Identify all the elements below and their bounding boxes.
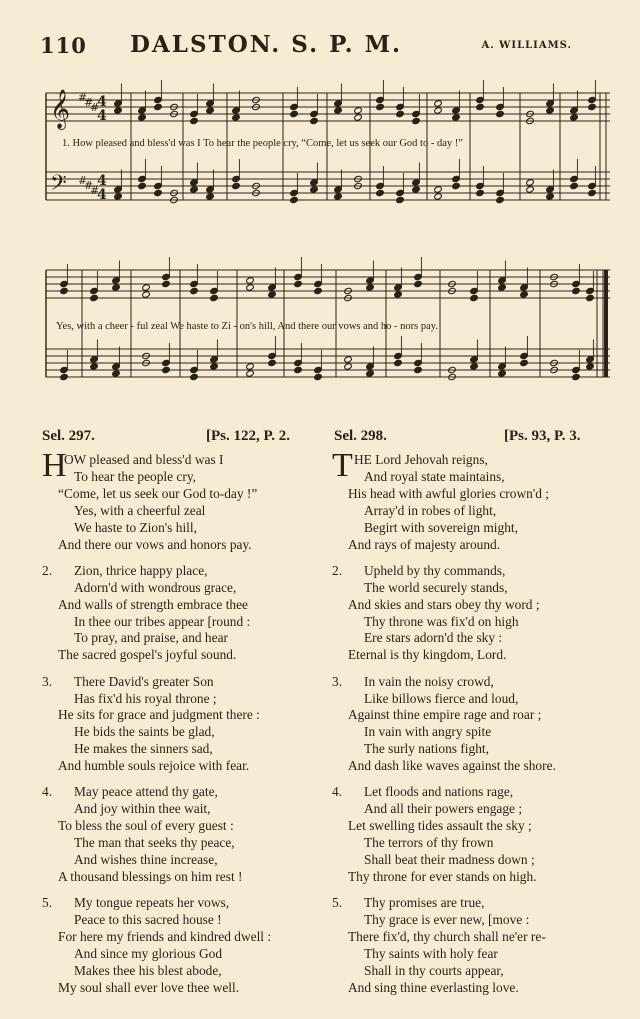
note-head [246,370,255,377]
stanza-line: May peace attend thy gate, [74,784,218,800]
note-head [210,363,219,370]
note-head [210,294,219,301]
note-head [206,107,215,114]
note-head [310,186,319,193]
stanza-line: The world securely stands, [364,579,508,595]
note-head [60,373,69,380]
system2-lyrics: Yes, with a cheer - ful zeal We haste to Zi - on's hill, And there our vows and ho - nors pay. [56,321,438,332]
music-score [0,0,640,420]
note-head [268,291,277,298]
note-head [414,366,423,373]
note-head [570,182,579,189]
note-head [354,114,363,121]
treble-clef: 𝄞 [50,89,71,129]
page-number: 110 [40,33,87,58]
note-head [60,287,69,294]
stanza-line: Upheld by thy commands, [364,562,506,578]
stanza-line: And wishes thine increase, [74,852,218,867]
sharp-sign: # [84,179,94,192]
system1-lyrics: 1. How pleased and bless'd was I To hear the people cry, “Come, let us seek our God to - day !” [62,138,463,149]
stanza-line: Let swelling tides assault the sky ; [348,818,532,834]
stanza-line: And sing thine everlasting love. [348,979,519,995]
note-head [90,294,99,301]
note-head [452,114,461,121]
stanza-line: Let floods and nations rage, [364,784,514,800]
composer-name: A. WILLIAMS. [481,40,572,51]
note-head [526,179,535,186]
time-signature: 4 [97,108,107,124]
note-head [112,370,121,377]
note-head [114,107,123,114]
note-head [334,107,343,114]
note-head [520,291,529,298]
note-head [114,193,123,200]
stanza-line: And rays of majesty around. [348,536,501,552]
stanza-line: For here my friends and kindred dwell : [58,929,272,944]
stanza-line: Zion, thrice happy place, [74,562,208,578]
note-head [470,363,479,370]
note-head [190,373,199,380]
right-selection-number: Sel. 298. [334,428,387,444]
stanza-line: “Come, let us seek our God to-day !” [58,485,258,501]
note-head [138,182,147,189]
stanza-line: A thousand blessings on him rest ! [58,868,243,884]
note-head [314,373,323,380]
bass-clef: 𝄢 [50,171,67,201]
note-head [470,294,479,301]
note-head [190,287,199,294]
note-head [246,363,255,370]
stanza-number: 2. [332,562,343,578]
stanza-line: And since my glorious God [74,945,223,961]
stanza-line: The surly nations fight, [364,741,489,757]
stanza-line: And humble souls rejoice with fear. [58,758,250,774]
note-head [394,291,403,298]
note-head [154,103,163,110]
note-head [476,189,485,196]
note-head [190,117,199,124]
stanza-line: He sits for grace and judgment there : [58,707,260,723]
stanza-line: Shall in thy courts appear, [364,962,504,978]
note-head [290,110,299,117]
stanza-number: 2. [42,562,53,578]
stanza-line: To bless the soul of every guest : [58,818,234,834]
stanza-line: Peace to this sacred house ! [74,912,222,928]
stanza-line: My tongue repeats her vows, [74,895,230,911]
stanza-line: Shall beat their madness down ; [364,852,535,867]
stanza-line: Has fix'd his royal throne ; [74,690,217,706]
stanza-line: Eternal is thy kingdom, Lord. [348,647,507,663]
note-head [498,370,507,377]
drop-cap: T [332,447,353,484]
note-head [434,186,443,193]
stanza-line: And walls of strength embrace thee [58,596,249,612]
note-head [142,291,151,298]
note-head [366,284,375,291]
time-signature: 4 [97,94,107,110]
note-head [206,193,215,200]
note-head [586,294,595,301]
final-barline [604,270,608,377]
tune-title: DALSTON. S. P. M. [130,31,403,58]
stanza-line: Against thine empire rage and roar ; [348,707,542,723]
note-head [396,196,405,203]
note-head [452,182,461,189]
stanza-line: There fix'd, thy church shall ne'er re- [348,929,546,944]
note-head [586,363,595,370]
stanza-number: 3. [42,673,53,689]
note-head [344,356,353,363]
stanza-line: Thy promises are true, [364,895,485,911]
note-head [294,280,303,287]
stanza-number: 4. [42,784,53,800]
stanza-number: 3. [332,673,343,689]
note-head [354,107,363,114]
stanza-line: Ere stars adorn'd the sky : [364,630,503,646]
stanza-line: To hear the people cry, [74,468,196,484]
stanza-line: Begirt with sovereign might, [364,519,518,535]
sharp-sign: # [90,101,100,114]
stanza-line: And all their powers engage ; [364,801,523,817]
note-head [154,189,163,196]
note-head [496,196,505,203]
stanza-line: In thee our tribes appear [round : [74,613,251,629]
note-head [572,373,581,380]
stanza-line: And royal state maintains, [364,468,505,484]
time-signature: 4 [97,173,107,189]
stanza-line: Like billows fierce and loud, [364,690,519,706]
stanza-line: My soul shall ever love thee well. [58,979,240,995]
stanza-line: Array'd in robes of light, [364,502,497,518]
stanza-number: 4. [332,784,343,800]
stanza-line: OW pleased and bless'd was I [64,452,224,467]
right-psalm-reference: [Ps. 93, P. 3. [504,428,581,444]
note-head [314,287,323,294]
note-head [412,117,421,124]
note-head [190,186,199,193]
note-head [90,363,99,370]
note-head [232,182,241,189]
stanza-line: Thy saints with holy fear [364,945,498,961]
stanza-line: There David's greater Son [74,673,214,689]
note-head [376,189,385,196]
stanza-line: His head with awful glories crown'd ; [348,485,549,501]
note-head [588,189,597,196]
note-head [162,280,171,287]
note-head [434,100,443,107]
stanza-line: Thy grace is ever new, [move : [364,912,530,928]
stanza-line: In vain with angry spite [364,724,492,740]
note-head [162,366,171,373]
note-head [290,196,299,203]
note-head [546,193,555,200]
stanza-line: Yes, with a cheerful zeal [74,502,206,518]
drop-cap: H [42,447,67,484]
note-head [412,186,421,193]
stanza-line: Thy throne for ever stands on high. [348,868,537,884]
note-head [268,359,277,366]
stanza-line: In vain the noisy crowd, [364,673,494,689]
note-head [414,280,423,287]
note-head [376,103,385,110]
sharp-sign: # [84,96,94,109]
note-head [310,117,319,124]
note-head [434,193,443,200]
note-head [246,284,255,291]
note-head [572,287,581,294]
time-signature: 4 [97,187,107,203]
note-head [520,359,529,366]
note-head [142,284,151,291]
note-head [496,110,505,117]
sharp-sign: # [78,91,88,104]
note-head [476,103,485,110]
note-head [344,363,353,370]
note-head [588,103,597,110]
note-head [334,193,343,200]
stanza-line: He makes the sinners sad, [74,741,213,757]
left-psalm-reference: [Ps. 122, P. 2. [206,428,291,444]
stanza-line: Makes thee his blest abode, [74,962,222,978]
note-head [138,114,147,121]
note-head [570,114,579,121]
note-head [246,277,255,284]
stanza-line: Adorn'd with wondrous grace, [74,579,237,595]
note-head [366,370,375,377]
note-head [112,284,121,291]
stanza-line: Thy throne was fix'd on high [364,613,519,629]
stanza-line: And skies and stars obey thy word ; [348,596,540,612]
note-head [394,359,403,366]
left-selection-number: Sel. 297. [42,428,95,444]
stanza-number: 5. [42,895,53,911]
stanza-line: And there our vows and honors pay. [58,536,252,552]
stanza-line: To pray, and praise, and hear [74,630,228,646]
note-head [232,114,241,121]
note-head [526,186,535,193]
stanza-line: And dash like waves against the shore. [348,758,556,774]
note-head [434,107,443,114]
note-head [294,366,303,373]
stanza-line: He bids the saints be glad, [74,724,215,740]
note-head [396,110,405,117]
stanza-line: The man that seeks thy peace, [74,835,235,851]
stanza-line: The terrors of thy frown [364,835,494,851]
stanza-line: And joy within thee wait, [74,801,211,817]
stanza-line: We haste to Zion's hill, [74,519,197,535]
note-head [498,284,507,291]
stanza-line: The sacred gospel's joyful sound. [58,647,237,663]
note-head [546,107,555,114]
sharp-sign: # [78,174,88,187]
sharp-sign: # [90,184,100,197]
stanza-number: 5. [332,895,343,911]
stanza-line: HE Lord Jehovah reigns, [354,452,488,467]
